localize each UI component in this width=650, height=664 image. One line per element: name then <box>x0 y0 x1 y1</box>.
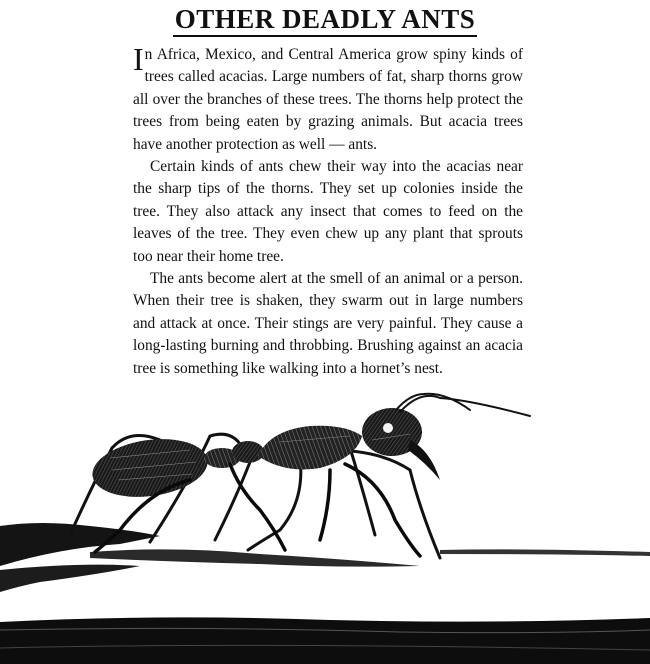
page-title-text: OTHER DEADLY ANTS <box>173 4 478 37</box>
branch-surface <box>0 523 650 664</box>
paragraph-1 <box>133 41 523 156</box>
paragraph-1-text: n Africa, Mexico, and Central America grow spiny kinds of trees called acacias. Large numbers of fat, sharp thorns grow all over the branches of these trees. The thorns help protect the trees from being eaten by grazing animals. But acacia trees have another protection as well — ants. <box>133 46 523 153</box>
ant-illustration <box>0 330 650 664</box>
paragraph-2: Certain kinds of ants chew their way into the acacias near the sharp tips of the thorns. They set up colonies inside the tree. They also attack any insect that comes to feed on the leaves of the tree. They even chew up any plant that sprouts too near their home tree. <box>133 158 523 265</box>
page-title <box>0 4 650 35</box>
drop-cap: I <box>133 41 144 77</box>
paragraph-3: The ants become alert at the smell of an animal or a person. When their tree is shaken, they swarm out in large numbers and attack at once. Their stings are very painful. They cause a long-lasting burning and throbbing. Brushing against an acacia tree is something like walking into a hornet’s nest. <box>133 270 523 377</box>
